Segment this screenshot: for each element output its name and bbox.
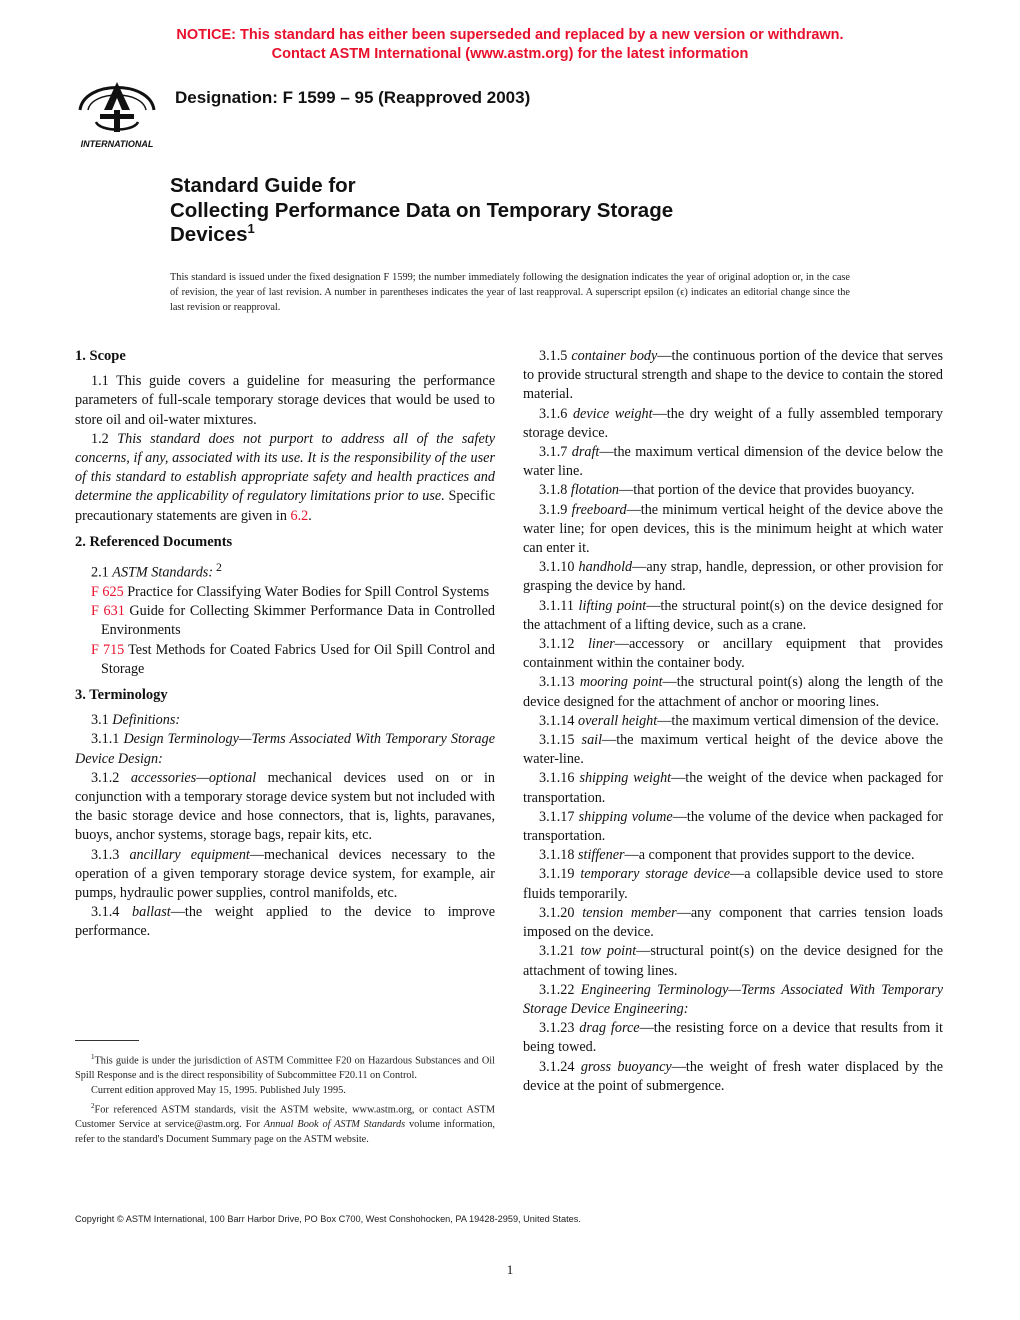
term-text: —the maximum vertical dimension of the device.	[657, 712, 939, 729]
term-definition	[523, 769, 943, 807]
term-number: 3.1.11	[539, 597, 579, 614]
term-text: —the structural point(s) on the device designed for the attachment of a lifting device, such as a crane.	[523, 597, 944, 633]
term-number: 3.1.3	[91, 846, 130, 863]
term-definition	[523, 712, 943, 731]
section-heading-scope: 1. Scope	[75, 348, 126, 364]
term-name: stiffener	[578, 847, 625, 864]
footnotes	[75, 1050, 495, 1148]
reference-text: Test Methods for Coated Fabrics Used for Oil Spill Control and Storage	[101, 641, 496, 677]
term-name: liner	[587, 636, 615, 653]
term-name: gross buoyancy	[580, 1058, 672, 1075]
term-definition	[523, 865, 943, 903]
term-text: —the weight of fresh water displaced by the device at the point of submergence.	[523, 1058, 943, 1094]
term-definition	[523, 846, 943, 865]
term-text: —the dry weight of a fully assembled temporary storage device.	[523, 405, 943, 441]
term-text: —the minimum vertical height of the device above the water line; for open devices, this is the minimum height at which water can enter it.	[523, 501, 943, 557]
term-definition	[523, 501, 943, 559]
title-line-3-text: Devices	[170, 223, 248, 246]
notice-line-1: NOTICE: This standard has either been superseded and replaced by a new version or withdrawn.	[176, 27, 844, 43]
page-number: 1	[506, 1262, 514, 1277]
reference-item	[75, 583, 495, 602]
astm-standards-label: ASTM Standards:	[112, 564, 214, 581]
term-text: —the maximum vertical dimension of the device below the water line.	[523, 444, 943, 480]
title-footnote-ref[interactable]: 1	[247, 221, 255, 236]
term-name: flotation	[570, 482, 620, 499]
title-line-2: Collecting Performance Data on Temporary Storage	[170, 198, 674, 222]
term-text: mechanical devices used on or in conjunction with a temporary storage device system but not included with the basic storage device and hose connectors, that is, lights, paravanes, buoys, anchor systems, storage bags, repair kits, etc.	[75, 769, 496, 844]
term-text: —that portion of the device that provides buoyancy.	[619, 482, 915, 499]
designation: Designation: F 1599 – 95 (Reapproved 2003)	[175, 88, 531, 107]
term-text: —the continuous portion of the device that serves to provide structural strength and shape to the device to contain the stored material.	[523, 348, 943, 403]
term-text: —structural point(s) on the device designed for the attachment of towing lines.	[523, 943, 944, 979]
term-definition	[75, 846, 495, 904]
astm-standards-num: 2.1	[91, 564, 113, 581]
issued-note: This standard is issued under the fixed designation F 1599; the number immediately following the designation indicates the year of original adoption or, in the case of revision, the year of last revision. A number in parentheses indicates the year of last reapproval. A superscript epsilon (ϵ) indicates an editorial change since the last revision or reapproval.	[170, 272, 850, 313]
section-heading-terminology: 3. Terminology	[75, 686, 168, 703]
section-link-6-2[interactable]: 6.2	[290, 507, 309, 524]
reference-text: Guide for Collecting Skimmer Performance Data in Controlled Environments	[101, 603, 496, 639]
term-number: 3.1.20	[539, 904, 583, 921]
term-number: 3.1.6	[539, 405, 573, 422]
footnote-2-text-b: volume information, refer to the standard's Document Summary page on the ASTM website.	[75, 1119, 495, 1145]
footnote-2-text-a: For referenced ASTM standards, visit the ASTM website, www.astm.org, or contact ASTM Customer Service at service@astm.org. For	[75, 1104, 495, 1131]
supersede-notice	[0, 26, 1020, 64]
section-heading-referenced: 2. Referenced Documents	[75, 533, 233, 550]
title-line-1: Standard Guide for	[170, 174, 356, 197]
term-definition	[523, 558, 943, 596]
term-name: drag force	[579, 1020, 640, 1037]
footnote-2-italic: Annual Book of ASTM Standards	[263, 1119, 406, 1131]
term-definition	[523, 904, 943, 942]
document-title	[170, 174, 810, 248]
term-number: 3.1.22	[539, 981, 581, 998]
footnote-2-mark: 2	[91, 1101, 95, 1110]
notice-line-2: Contact ASTM International (www.astm.org) for the latest information	[271, 46, 749, 62]
term-number: 3.1.23	[539, 1020, 580, 1037]
term-name: draft	[571, 444, 600, 461]
term-text: —accessory or ancillary equipment that provides containment within the container body.	[523, 636, 943, 672]
term-text: —the volume of the device when packaged for transportation.	[523, 808, 944, 845]
term-definition	[523, 481, 943, 500]
astm-standards-subheading	[75, 558, 495, 583]
term-name: lifting point	[578, 597, 647, 614]
term-name: container body	[571, 348, 658, 364]
term-definition	[523, 347, 943, 405]
term-text: —mechanical devices necessary to the operation of a given temporary storage device system, for example, air pumps, hydraulic power supplies, control manifolds, etc.	[75, 846, 495, 902]
term-text: —any component that carries tension loads imposed on the device.	[523, 904, 943, 941]
term-number: 3.1	[91, 712, 113, 729]
term-definition	[75, 903, 495, 941]
term-definition	[75, 769, 495, 846]
astm-logo	[74, 70, 160, 150]
term-number: 3.1.4	[91, 904, 133, 921]
footnote-2	[75, 1099, 495, 1148]
astm-logo-icon	[74, 70, 160, 150]
term-number: 3.1.21	[539, 943, 581, 960]
term-name: shipping volume	[578, 808, 673, 825]
term-name: handhold	[578, 559, 633, 576]
term-definition	[523, 942, 943, 980]
term-number: 3.1.10	[539, 559, 579, 576]
term-definition	[75, 711, 495, 730]
right-column	[523, 347, 943, 1096]
term-text: —the weight applied to the device to improve performance.	[75, 904, 495, 940]
logo-sub-text: INTERNATIONAL	[80, 139, 154, 149]
term-number: 3.1.5	[539, 348, 572, 364]
term-number: 3.1.8	[539, 482, 571, 499]
scope-para-2-end: .	[308, 507, 312, 524]
term-number: 3.1.12	[539, 636, 588, 653]
reference-link-f715[interactable]: F 715	[91, 641, 125, 658]
safety-caveat: This standard does not purport to address all of the safety concerns, if any, associated with its use. It is the responsibility of the user of this standard to establish appropriate safety and health practices and determine the applicability of regulatory limitations prior to use.	[75, 430, 495, 505]
term-number: 3.1.17	[539, 808, 579, 825]
term-definition	[523, 731, 943, 769]
reference-item	[75, 641, 495, 679]
term-text: —any strap, handle, depression, or other provision for grasping the device by hand.	[523, 559, 944, 595]
term-definition	[523, 808, 943, 846]
scope-para-2	[75, 430, 495, 526]
footnote-1	[75, 1050, 495, 1084]
term-name: shipping weight	[579, 770, 672, 787]
term-name: mooring point	[579, 674, 663, 691]
term-name: freeboard	[571, 501, 627, 518]
title-line-3	[170, 223, 810, 248]
terminology-left-list	[75, 711, 495, 941]
term-name: sail	[581, 732, 603, 749]
reference-item	[75, 602, 495, 640]
term-text: —the resisting force on a device that results from it being towed.	[523, 1020, 943, 1056]
term-number: 3.1.14	[539, 712, 579, 729]
scope-para-1: 1.1 This guide covers a guideline for measuring the performance parameters of full-scale temporary storage devices that would be used to store oil and oil-water mixtures.	[75, 373, 495, 428]
term-definition	[523, 673, 943, 711]
left-column	[75, 347, 495, 942]
term-number: 3.1.18	[539, 847, 579, 864]
term-definition	[523, 443, 943, 481]
footnote-1-mark: 1	[91, 1053, 95, 1061]
term-number: 3.1.7	[539, 444, 572, 461]
term-number: 3.1.2	[91, 769, 131, 786]
term-name: tension member	[582, 904, 677, 921]
term-name: device weight	[572, 405, 653, 422]
term-definition	[75, 730, 495, 768]
term-number: 3.1.9	[539, 501, 572, 518]
footnote-1-edition: Current edition approved May 15, 1995. Published July 1995.	[91, 1085, 346, 1097]
term-number: 3.1.19	[539, 866, 581, 883]
astm-standards-footnote-ref[interactable]: 2	[213, 560, 222, 575]
term-number: 3.1.15	[539, 732, 582, 749]
term-number: 3.1.13	[539, 674, 580, 691]
term-name: temporary storage device	[580, 866, 731, 883]
term-definition	[523, 1019, 943, 1057]
term-text: —a collapsible device used to store fluids temporarily.	[523, 866, 943, 902]
term-number: 3.1.16	[539, 770, 580, 787]
footnote-rule	[75, 1040, 139, 1041]
term-name: tow point	[580, 943, 637, 960]
term-name: accessories—optional	[130, 769, 257, 786]
term-text: —the weight of the device when packaged for transportation.	[523, 770, 943, 806]
term-number: 3.1.1	[91, 731, 124, 748]
copyright: Copyright © ASTM International, 100 Barr Harbor Drive, PO Box C700, West Conshohocken, PA 19428-2959, United States.	[75, 1214, 581, 1224]
reference-text: Practice for Classifying Water Bodies for Spill Control Systems	[123, 583, 490, 600]
term-number: 3.1.24	[539, 1058, 581, 1075]
term-text: —the structural point(s) along the length of the device designed for the attachment of anchor or mooring lines.	[523, 674, 944, 710]
term-text: —a component that provides support to the device.	[624, 847, 915, 864]
term-name: Engineering Terminology—Terms Associated With Temporary Storage Device Engineering:	[523, 981, 944, 1017]
term-definition	[523, 1058, 943, 1096]
term-name: ballast	[132, 904, 171, 921]
reference-link-f631[interactable]: F 631	[91, 603, 125, 620]
term-name: Design Terminology—Terms Associated With Temporary Storage Device Design:	[75, 731, 496, 767]
term-text: —the maximum vertical height of the device above the water-line.	[523, 732, 944, 768]
footnote-1-text: This guide is under the jurisdiction of ASTM Committee F20 on Hazardous Substances and Oil Spill Response and is the direct responsibility of Subcommittee F20.11 on Control.	[75, 1055, 495, 1082]
term-definition	[523, 597, 943, 635]
term-definition	[523, 405, 943, 443]
term-definition	[523, 981, 943, 1019]
reference-link-f625[interactable]: F 625	[91, 583, 124, 600]
term-definition	[523, 635, 943, 673]
term-name: ancillary equipment	[129, 846, 250, 863]
scope-para-2-rest: Specific precautionary statements are given in	[75, 488, 496, 524]
scope-para-2-num: 1.2	[91, 430, 118, 447]
term-name: Definitions:	[112, 712, 181, 729]
term-name: overall height	[578, 712, 658, 729]
terminology-right-list	[523, 347, 943, 1096]
